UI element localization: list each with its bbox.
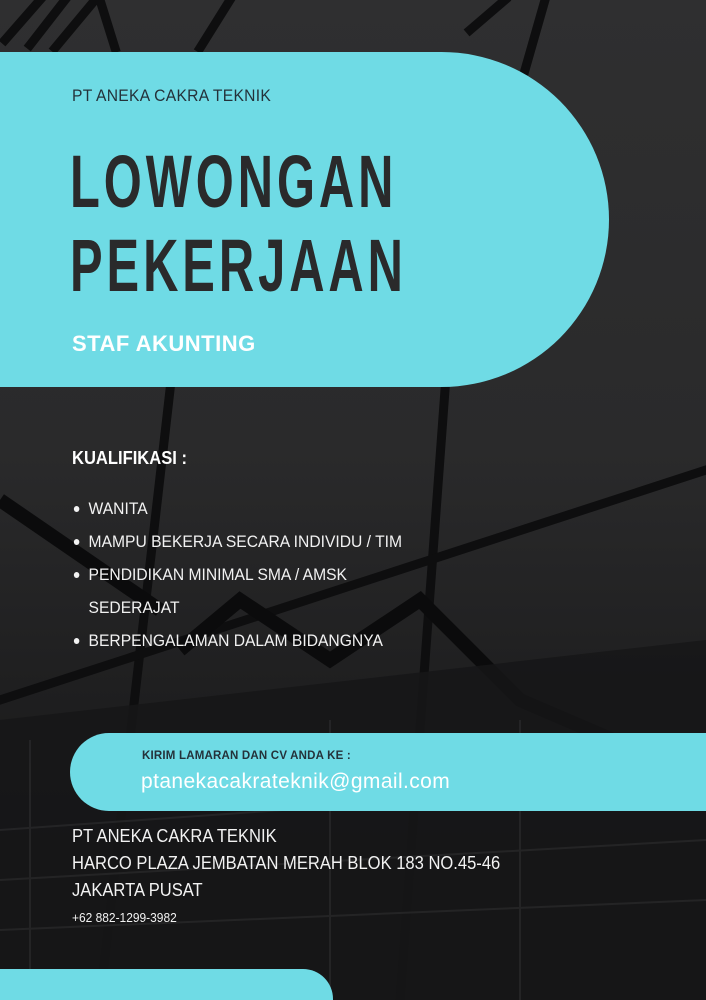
qualifications-list: [72, 492, 431, 657]
qualification-text-continued: SEDERAJAT: [88, 598, 180, 617]
contact-label: KIRIM LAMARAN DAN CV ANDA KE :: [142, 750, 351, 762]
bullet-icon: [74, 638, 80, 644]
qualification-text: MAMPU BEKERJA SECARA INDIVIDU / TIM: [88, 532, 403, 551]
qualification-text: PENDIDIKAN MINIMAL SMA / AMSK: [88, 565, 347, 584]
qualification-item: [72, 624, 402, 657]
qualification-item: [72, 558, 402, 624]
qualifications-heading: KUALIFIKASI :: [72, 448, 187, 468]
qualification-text: BERPENGALAMAN DALAM BIDANGNYA: [88, 631, 383, 650]
qualification-item: [72, 525, 402, 558]
address-street: HARCO PLAZA JEMBATAN MERAH BLOK 183 NO.45-46: [72, 853, 501, 873]
company-name-top: PT ANEKA CAKRA TEKNIK: [72, 86, 272, 105]
title-line-2: PEKERJAAN: [70, 224, 407, 307]
address-city: JAKARTA PUSAT: [72, 880, 203, 900]
qualification-item: [72, 492, 402, 525]
phone-number: +62 882-1299-3982: [72, 910, 177, 925]
bullet-icon: [74, 572, 80, 578]
company-address: [72, 823, 537, 904]
job-position: STAF AKUNTING: [72, 331, 256, 356]
bullet-icon: [74, 539, 80, 545]
title-line-1: LOWONGAN: [70, 140, 398, 223]
contact-email-link[interactable]: ptanekacakrateknik@gmail.com: [141, 770, 451, 793]
decorative-bottom-shape: [0, 969, 333, 1000]
qualification-text: WANITA: [88, 499, 148, 518]
bullet-icon: [74, 506, 80, 512]
address-company: PT ANEKA CAKRA TEKNIK: [72, 826, 277, 846]
